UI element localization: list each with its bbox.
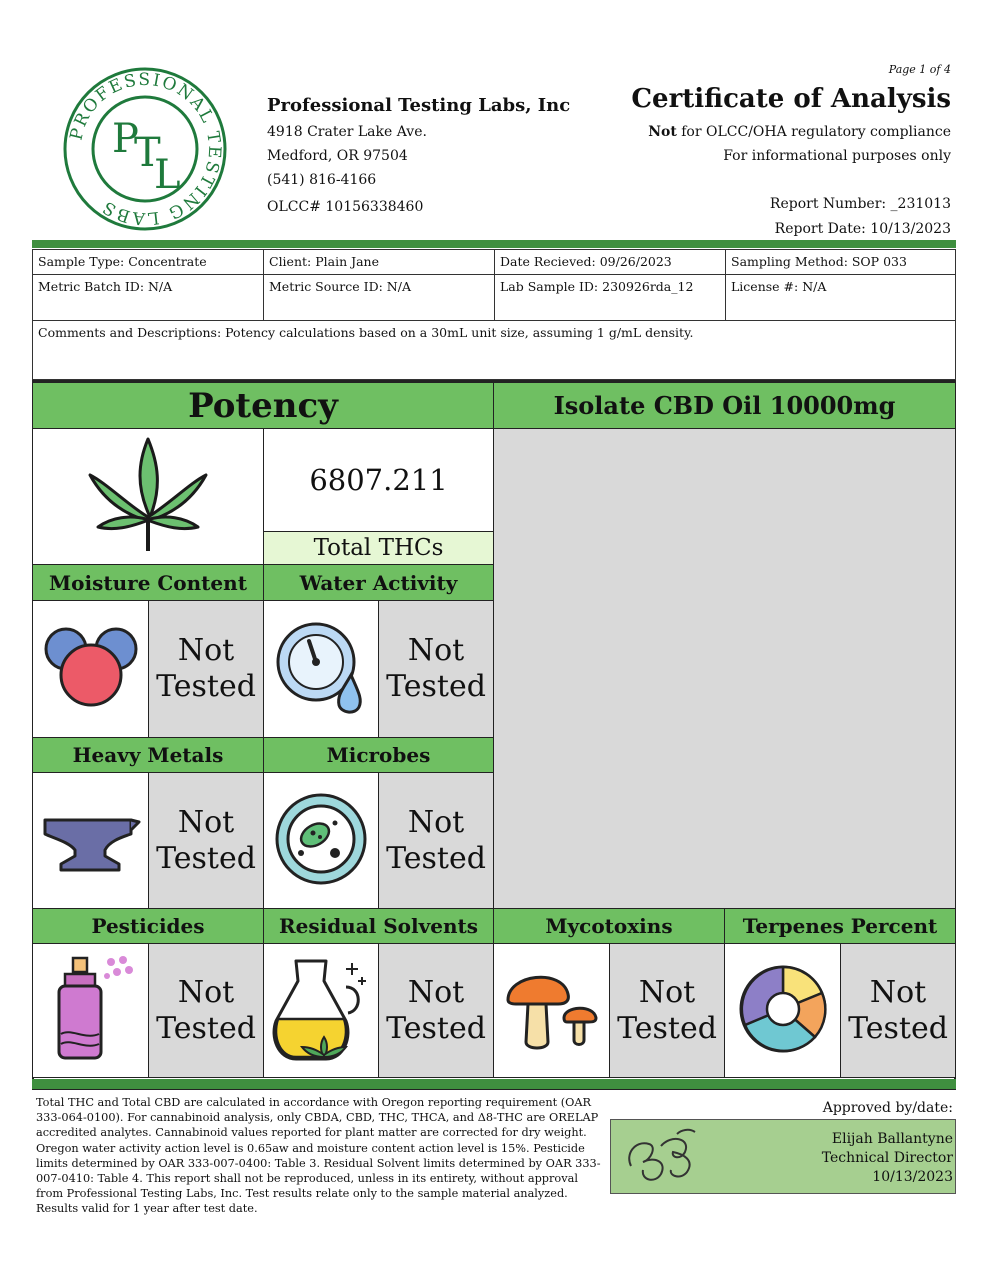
- mycotoxins-result: Not Tested: [609, 943, 725, 1078]
- svg-text:PROFESSIONAL TESTING LABS: PROFESSIONAL TESTING LABS: [66, 69, 225, 229]
- terpenes-icon-cell: [724, 943, 841, 1078]
- bottom-divider: [32, 1079, 956, 1089]
- microbe-icon: [271, 789, 371, 893]
- signer-date: 10/13/2023: [872, 1169, 953, 1185]
- mushroom-icon: [502, 964, 602, 1058]
- moisture-heading: Moisture Content: [32, 564, 264, 601]
- report-date: Report Date: 10/13/2023: [774, 221, 951, 237]
- heavy-metals-heading: Heavy Metals: [32, 737, 264, 773]
- residual-solvents-heading: Residual Solvents: [263, 908, 494, 944]
- comments: Comments and Descriptions: Potency calculations based on a 30mL unit size, assuming 1 g/mL density.: [32, 320, 956, 380]
- product-name: Isolate CBD Oil 10000mg: [493, 382, 956, 429]
- document-title: Certificate of Analysis: [631, 84, 951, 114]
- lab-address-1: 4918 Crater Lake Ave.: [267, 124, 427, 140]
- lab-name: Professional Testing Labs, Inc: [267, 95, 571, 116]
- cannabis-leaf-icon: [78, 435, 218, 559]
- disclaimer-text: Total THC and Total CBD are calculated in accordance with Oregon reporting requirement (OAR 333-064-0100). For cannabinoid analysis, only CBDA, CBD, THC, THCA, and Δ8-THC are ORELAP accredited analytes. Cannabinoid values reported for plant matter are corrected for dry weight. Oregon water activity action level is 0.65aw and moisture content action level is 15%. Pesticide limits determined by OAR 333-007-0400: Table 3. Residual Solvent limits determined by OAR 333-007-0410: Table 4. This report shall not be reproduced, unless in its entirety, without approval from Professional Testing Labs, Inc. Test results relate only to the sample material analyzed. Results valid for 1 year after test date.: [36, 1096, 601, 1216]
- signer-name: Elijah Ballantyne: [831, 1131, 953, 1147]
- lab-olcc: OLCC# 10156338460: [267, 199, 424, 215]
- top-divider: [32, 240, 956, 248]
- pesticides-result: Not Tested: [148, 943, 264, 1078]
- svg-text:T: T: [134, 130, 161, 176]
- heavy-metals-icon-cell: [32, 772, 149, 909]
- spray-can-icon: [41, 954, 141, 1068]
- residual-solvents-result: Not Tested: [378, 943, 494, 1078]
- potency-value: 6807.211: [263, 428, 494, 532]
- moisture-icon-cell: [32, 600, 149, 738]
- moisture-result: Not Tested: [148, 600, 264, 738]
- product-image-area: [493, 428, 956, 909]
- terpenes-heading: Terpenes Percent: [724, 908, 956, 944]
- client: Client: Plain Jane: [263, 249, 495, 275]
- lab-phone: (541) 816-4166: [267, 172, 377, 188]
- page-number: Page 1 of 4: [888, 63, 951, 76]
- beaker-leaf-icon: [266, 951, 376, 1070]
- cannabis-leaf-cell: [32, 428, 264, 565]
- mycotoxins-heading: Mycotoxins: [493, 908, 725, 944]
- terpenes-result: Not Tested: [840, 943, 956, 1078]
- ptl-logo: [62, 66, 228, 232]
- sample-type: Sample Type: Concentrate: [32, 249, 264, 275]
- microbes-result: Not Tested: [378, 772, 494, 909]
- compliance-note: Not for OLCC/OHA regulatory compliance: [648, 124, 951, 140]
- svg-text:L: L: [154, 152, 181, 198]
- pesticides-icon-cell: [32, 943, 149, 1078]
- lab-sample-id: Lab Sample ID: 230926rda_12: [494, 274, 726, 321]
- approved-label: Approved by/date:: [822, 1100, 953, 1116]
- report-number: Report Number: _231013: [769, 196, 951, 212]
- metric-batch-id: Metric Batch ID: N/A: [32, 274, 264, 321]
- pesticides-heading: Pesticides: [32, 908, 264, 944]
- water-gauge-icon: [271, 617, 371, 721]
- signature-image: [621, 1126, 711, 1192]
- microbes-heading: Microbes: [263, 737, 494, 773]
- anvil-icon: [39, 804, 143, 878]
- license-number: License #: N/A: [725, 274, 956, 321]
- signer-title: Technical Director: [821, 1150, 953, 1166]
- water-icon-cell: [263, 600, 379, 738]
- metric-source-id: Metric Source ID: N/A: [263, 274, 495, 321]
- date-received: Date Recieved: 09/26/2023: [494, 249, 726, 275]
- potency-heading: Potency: [32, 382, 494, 429]
- heavy-metals-result: Not Tested: [148, 772, 264, 909]
- potency-label: Total THCs: [263, 531, 494, 565]
- water-activity-heading: Water Activity: [263, 564, 494, 601]
- water-activity-result: Not Tested: [378, 600, 494, 738]
- sampling-method: Sampling Method: SOP 033: [725, 249, 956, 275]
- informational-note: For informational purposes only: [723, 148, 951, 164]
- solvents-icon-cell: [263, 943, 379, 1078]
- svg-text:P: P: [112, 116, 139, 162]
- microbes-icon-cell: [263, 772, 379, 909]
- mycotoxins-icon-cell: [493, 943, 610, 1078]
- pie-chart-icon: [733, 959, 833, 1063]
- molecule-icon: [41, 617, 141, 721]
- lab-address-2: Medford, OR 97504: [267, 148, 408, 164]
